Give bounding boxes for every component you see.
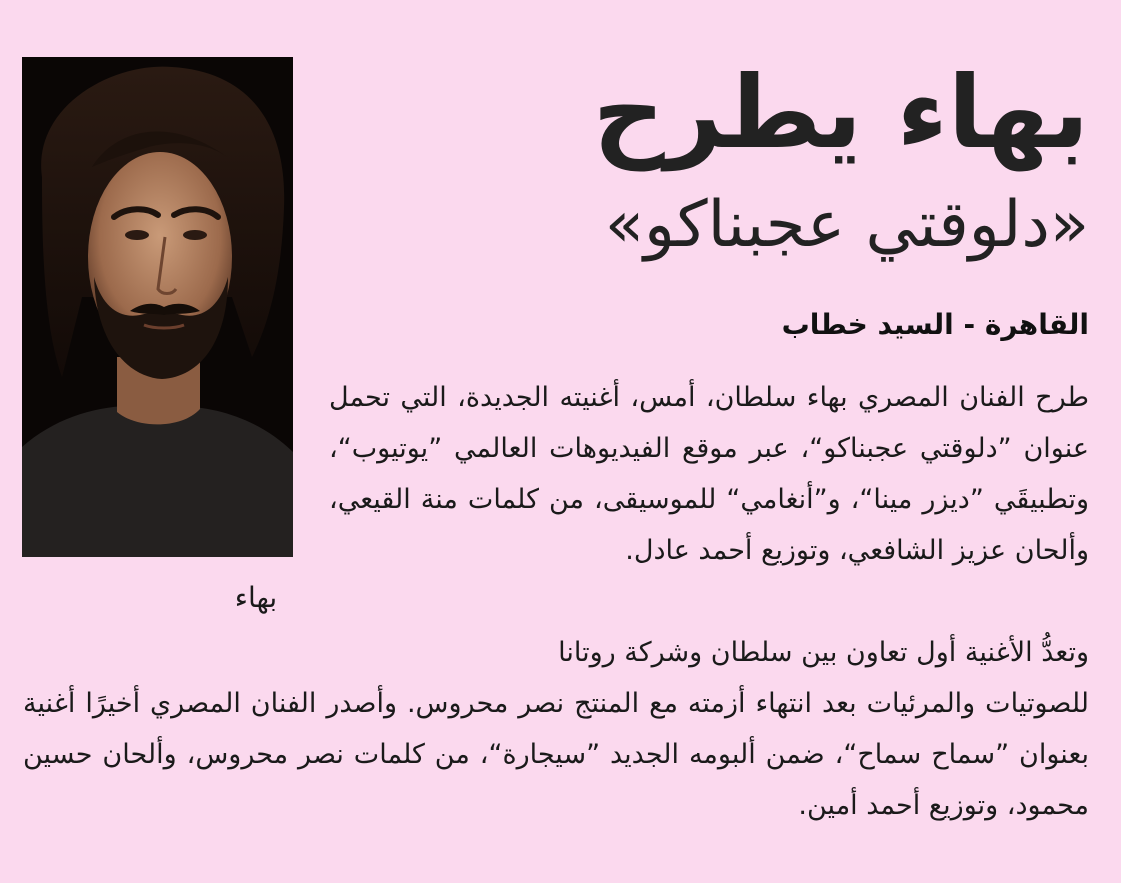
article-headline: بهاء يطرح — [592, 54, 1089, 171]
artist-portrait-illustration — [22, 57, 293, 557]
article-subheadline: «دلوقتي عجبناكو» — [604, 188, 1089, 262]
artist-photo — [22, 57, 293, 557]
article-paragraph-2-start: وتعدُّ الأغنية أول تعاون بين سلطان وشركة روتانا — [558, 637, 1089, 668]
article-paragraph-1: طرح الفنان المصري بهاء سلطان، أمس، أغنيته الجديدة، التي تحمل عنوان ”دلوقتي عجبناكو“، عبر موقع الفيديوهات العالمي ”يوتيوب“، وتطبيقَي ”ديزر مينا“، و”أنغامي“ للموسيقى، من كلمات منة القيعي، وألحان عزيز الشافعي، وتوزيع أحمد عادل. — [329, 382, 1089, 566]
photo-caption: بهاء — [234, 581, 278, 614]
article-byline: القاهرة - السيد خطاب — [781, 308, 1089, 341]
article-paragraph-2-continued: للصوتيات والمرئيات بعد انتهاء أزمته مع المنتج نصر محروس. وأصدر الفنان المصري أخيرًا أغنية بعنوان ”سماح سماح“، ضمن ألبومه الجديد ”سيجارة“، من كلمات نصر محروس، وألحان حسين محمود، وتوزيع أحمد أمين. — [23, 688, 1089, 821]
